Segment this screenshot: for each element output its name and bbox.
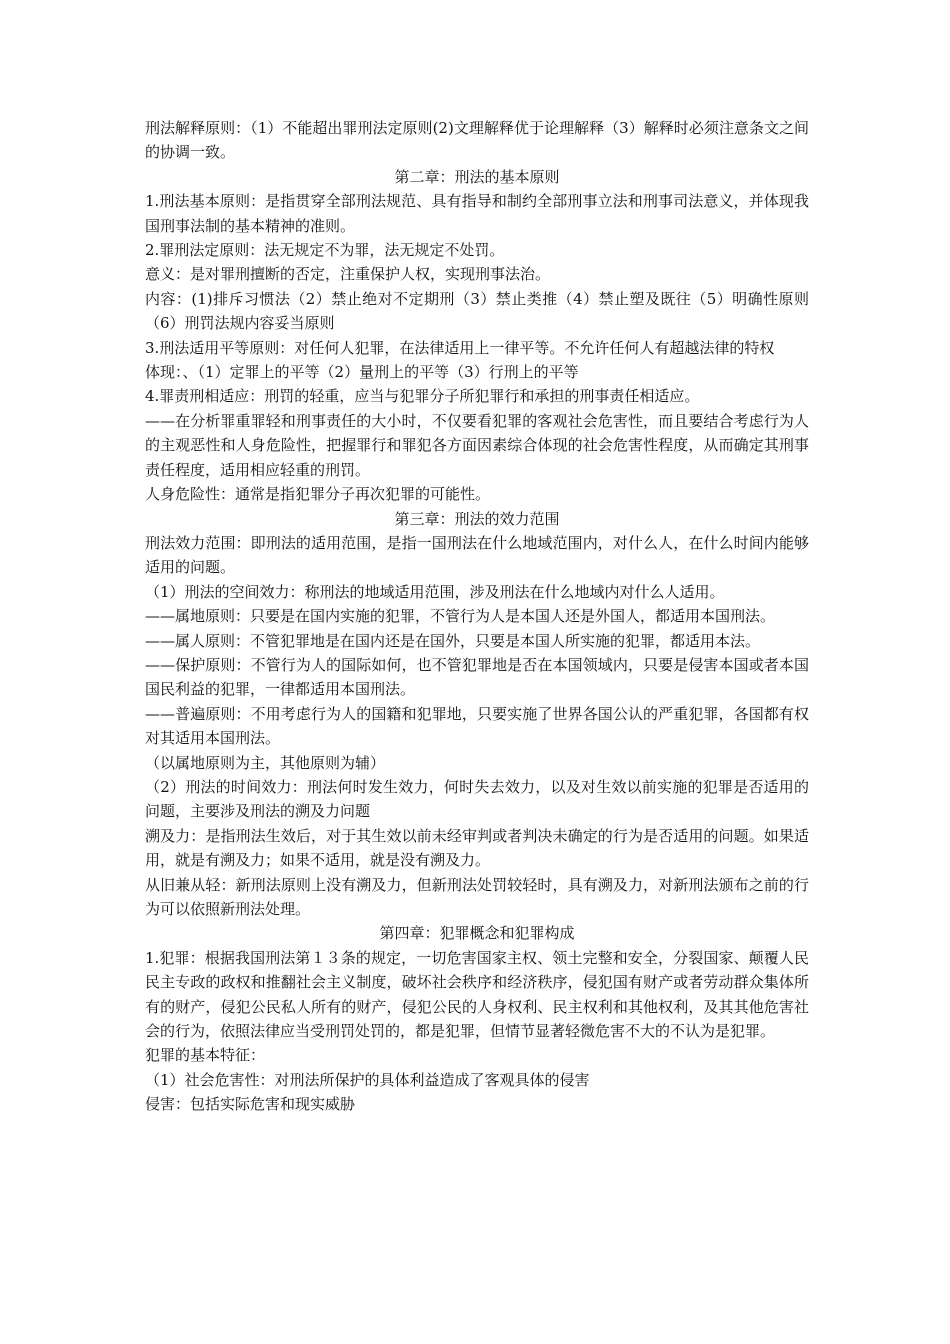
paragraph-temporal-effect: （2）刑法的时间效力：刑法何时发生效力，何时失去效力，以及对生效以前实施的犯罪是否适用的问题，主要涉及刑法的溯及力问题 bbox=[145, 777, 809, 821]
paragraph-protection-principle: ——保护原则：不管行为人的国际如何，也不管犯罪地是否在本国领域内，只要是侵害本国或者本国国民利益的犯罪，一律都适用本国刑法。 bbox=[145, 655, 809, 699]
paragraph-spatial-effect: （1）刑法的空间效力：称刑法的地域适用范围，涉及刑法在什么地域内对什么人适用。 bbox=[145, 582, 725, 601]
chapter-heading-4: 第四章：犯罪概念和犯罪构成 bbox=[379, 924, 575, 943]
paragraph-proportionality: 4.罪责刑相适应：刑罚的轻重，应当与犯罪分子所犯罪行和承担的刑事责任相适应。 bbox=[145, 387, 700, 406]
chapter-heading-2: 第二章：刑法的基本原则 bbox=[394, 167, 560, 186]
paragraph-proportionality-analysis: ——在分析罪重罪轻和刑事责任的大小时，不仅要看犯罪的客观社会危害性，而且要结合考虑行为人的主观恶性和人身危险性，把握罪行和罪犯各方面因素综合体现的社会危害性程度，从而确定其刑事责任程度，适用相应轻重的刑罚。 bbox=[145, 411, 809, 479]
paragraph-interpretation-principles: 刑法解释原则：（1）不能超出罪刑法定原则(2)文理解释优于论理解释（3）解释时必须注意条文之间的协调一致。 bbox=[145, 119, 809, 162]
paragraph-territorial-principle: ——属地原则：只要是在国内实施的犯罪，不管行为人是本国人还是外国人，都适用本国刑法。 bbox=[145, 607, 776, 626]
paragraph-equality-principle: 3.刑法适用平等原则：对任何人犯罪，在法律适用上一律平等。不允许任何人有超越法律的特权 bbox=[145, 338, 775, 357]
paragraph-personal-danger: 人身危险性：通常是指犯罪分子再次犯罪的可能性。 bbox=[145, 485, 491, 504]
paragraph-retroactivity: 溯及力：是指刑法生效后，对于其生效以前未经审判或者判决未确定的行为是否适用的问题。如果适用，就是有溯及力；如果不适用，就是没有溯及力。 bbox=[145, 826, 809, 870]
paragraph-lenient-old-law: 从旧兼从轻：新刑法原则上没有溯及力，但新刑法处罚较轻时，具有溯及力，对新刑法颁布之前的行为可以依照新刑法处理。 bbox=[145, 875, 809, 918]
paragraph-infringement: 侵害：包括实际危害和现实威胁 bbox=[145, 1095, 356, 1114]
paragraph-social-harm: （1）社会危害性：对刑法所保护的具体利益造成了客观具体的侵害 bbox=[145, 1070, 590, 1089]
paragraph-personal-principle: ——属人原则：不管犯罪地是在国内还是在国外，只要是本国人所实施的犯罪，都适用本法。 bbox=[145, 631, 761, 650]
chapter-heading-3: 第三章：刑法的效力范围 bbox=[394, 509, 560, 528]
paragraph-territorial-primary: （以属地原则为主，其他原则为辅） bbox=[145, 753, 386, 772]
paragraph-legality-content: 内容：(1)排斥习惯法（2）禁止绝对不定期刑（3）禁止类推（4）禁止塑及既往（5）明确性原则（6）刑罚法规内容妥当原则 bbox=[145, 289, 809, 333]
document-page bbox=[145, 116, 809, 1117]
paragraph-legality-meaning: 意义：是对罪刑擅断的否定，注重保护人权，实现刑事法治。 bbox=[145, 265, 551, 284]
paragraph-equality-embodiment: 体现：、（1）定罪上的平等（2）量刑上的平等（3）行刑上的平等 bbox=[145, 363, 579, 382]
paragraph-basic-principles: 1.刑法基本原则：是指贯穿全部刑法规范、具有指导和制约全部刑事立法和刑事司法意义，并体现我国刑事法制的基本精神的准则。 bbox=[145, 192, 809, 235]
paragraph-legality-principle: 2.罪刑法定原则：法无规定不为罪，法无规定不处罚。 bbox=[145, 241, 505, 260]
paragraph-crime-features: 犯罪的基本特征： bbox=[145, 1046, 266, 1065]
paragraph-crime-definition: 1.犯罪：根据我国刑法第１３条的规定，一切危害国家主权、领土完整和安全，分裂国家、颠覆人民民主专政的政权和推翻社会主义制度，破坏社会秩序和经济秩序，侵犯国有财产或者劳动群众集体所有的财产，侵犯公民私人所有的财产，侵犯公民的人身权利、民主权利和其他权利，及其其他危害社会的行为，依照法律应当受刑罚处罚的，都是犯罪，但情节显著轻微危害不大的不认为是犯罪。 bbox=[145, 948, 809, 1041]
paragraph-scope-definition: 刑法效力范围：即刑法的适用范围，是指一国刑法在什么地域范围内，对什么人，在什么时间内能够适用的问题。 bbox=[145, 533, 809, 577]
paragraph-universal-principle: ——普遍原则：不用考虑行为人的国籍和犯罪地，只要实施了世界各国公认的严重犯罪，各国都有权对其适用本国刑法。 bbox=[145, 704, 809, 748]
